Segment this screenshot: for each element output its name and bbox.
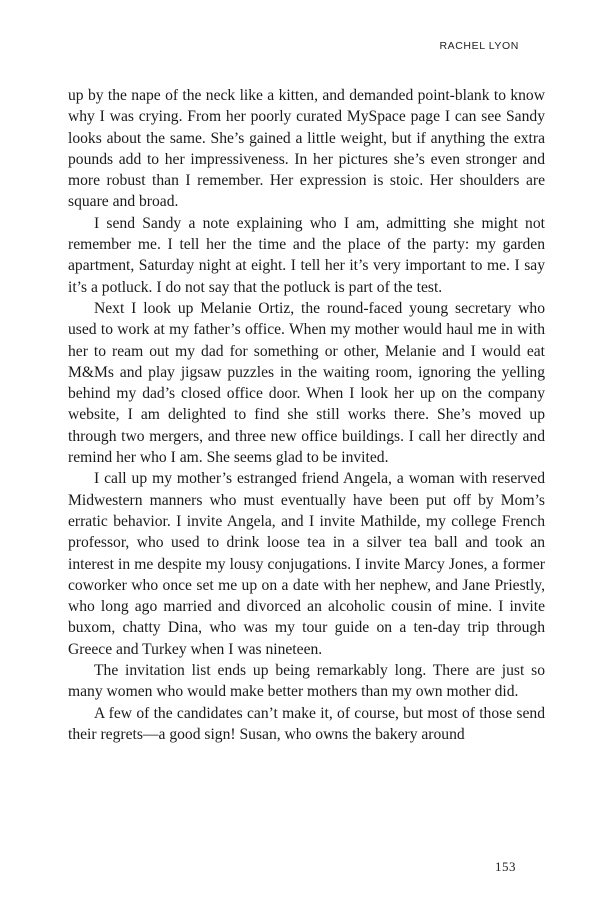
- running-head: RACHEL LYON: [439, 40, 519, 52]
- paragraph: The invitation list ends up being remarkably long. There are just so many women who would make better mothers than my own mother did.: [68, 662, 545, 701]
- paragraph: Next I look up Melanie Ortiz, the round-faced young secretary who used to work at my father’s office. When my mother would haul me in with her to ream out my dad for something or other, Melanie and I would eat M&Ms and play jigsaw puzzles in the waiting room, ignoring the yelling behind my dad’s closed office door. When I look her up on the company website, I am delighted to find she still works there. She’s moved up through two mergers, and three new office buildings. I call her directly and remind her who I am. She seems glad to be invited.: [68, 299, 545, 467]
- paragraph: A few of the candidates can’t make it, of course, but most of those send their regrets—a good sign! Susan, who owns the bakery around: [68, 704, 545, 743]
- paragraph: I call up my mother’s estranged friend Angela, a woman with reserved Midwestern manners who must eventually have been put off by Mom’s erratic behavior. I invite Angela, and I invite Mathilde, my college French professor, who used to drink loose tea in a silver tea ball and took an interest in me despite my lousy conjugations. I invite Marcy Jones, a former coworker who once set me up on a date with her nephew, and Jane Priestly, who long ago married and divorced an alcoholic cousin of mine. I invite buxom, chatty Dina, who was my tour guide on a ten-day trip through Greece and Turkey when I was nineteen.: [68, 470, 545, 658]
- paragraph: up by the nape of the neck like a kitten, and demanded point-blank to know why I was crying. From her poorly curated MySpace page I can see Sandy looks about the same. She’s gained a little weight, but if anything the extra pounds add to her impressiveness. In her pictures she’s even stronger and more robust than I remember. Her expression is stoic. Her shoulders are square and broad.: [68, 87, 545, 211]
- paragraph: I send Sandy a note explaining who I am, admitting she might not remember me. I tell her the time and the place of the party: my garden apartment, Saturday night at eight. I tell her it’s very important to me. I say it’s a potluck. I do not say that the potluck is part of the test.: [68, 214, 545, 296]
- page-number: 153: [495, 859, 516, 874]
- body-text: [68, 85, 545, 745]
